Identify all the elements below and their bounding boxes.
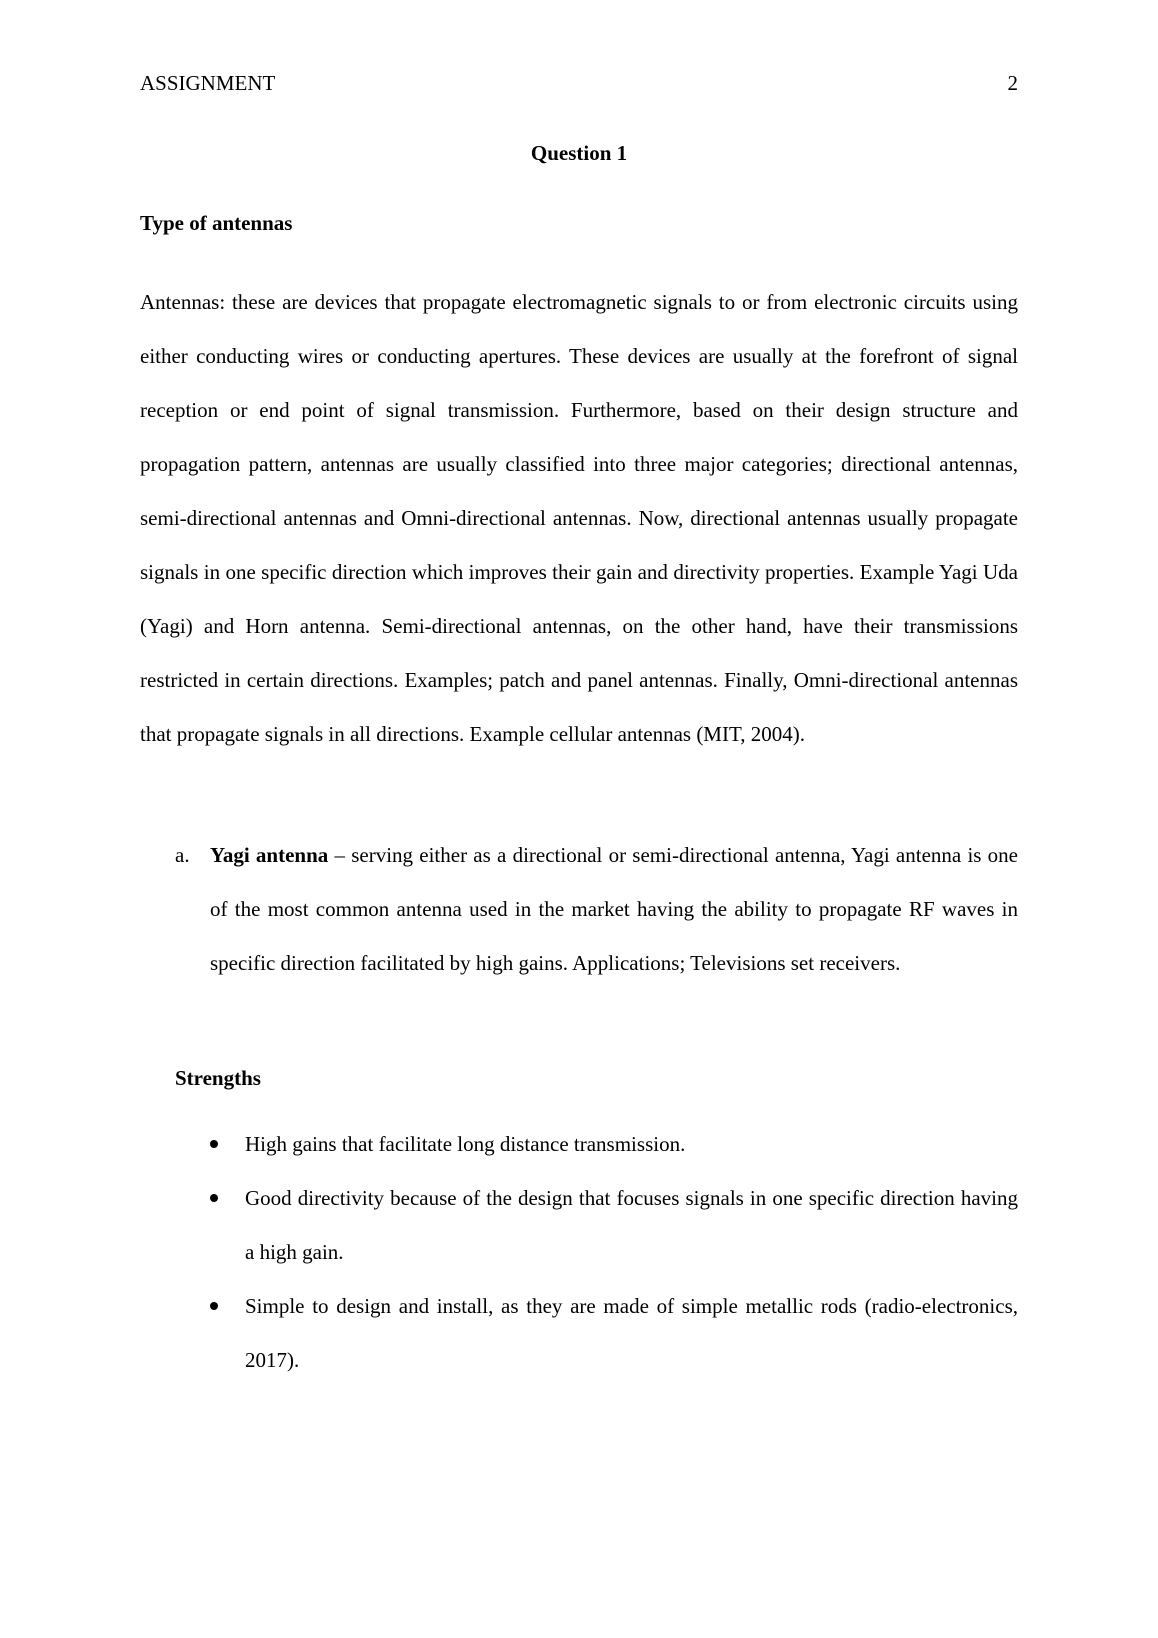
list-marker: a. bbox=[175, 843, 190, 867]
running-head: ASSIGNMENT bbox=[140, 71, 276, 95]
page-number: 2 bbox=[1007, 71, 1018, 95]
list-item-text: – serving either as a directional or semi-directional antenna, Yagi antenna is one of the most common antenna used in the market having the ability to propagate RF waves in specific direction facilitated by high gains. Applications; Televisions set receivers. bbox=[210, 843, 1018, 975]
section-heading: Type of antennas bbox=[140, 211, 293, 235]
bullet-icon bbox=[210, 1140, 218, 1148]
bullet-icon bbox=[210, 1302, 218, 1310]
list-item-term: Yagi antenna bbox=[210, 843, 329, 867]
list-item bbox=[140, 1117, 1018, 1171]
intro-paragraph: Antennas: these are devices that propagate electromagnetic signals to or from electronic circuits using either conducting wires or conducting apertures. These devices are usually at the forefront of signal reception or end point of signal transmission. Furthermore, based on their design structure and propagation pattern, antennas are usually classified into three major categories; directional antennas, semi-directional antennas and Omni-directional antennas. Now, directional antennas usually propagate signals in one specific direction which improves their gain and directivity properties. Example Yagi Uda (Yagi) and Horn antenna. Semi-directional antennas, on the other hand, have their transmissions restricted in certain directions. Examples; patch and panel antennas. Finally, Omni-directional antennas that propagate signals in all directions. Example cellular antennas (MIT, 2004). bbox=[140, 290, 1018, 746]
question-title: Question 1 bbox=[530, 141, 628, 165]
list-item bbox=[140, 1279, 1018, 1387]
strengths-heading: Strengths bbox=[175, 1066, 261, 1090]
strengths-list bbox=[140, 1117, 1018, 1387]
bullet-icon bbox=[210, 1194, 218, 1202]
list-item-a bbox=[140, 828, 1018, 990]
list-item-body bbox=[210, 828, 1018, 990]
bullet-text: Simple to design and install, as they are made of simple metallic rods (radio-electronics, 2017). bbox=[245, 1294, 1018, 1372]
bullet-text: Good directivity because of the design that focuses signals in one specific direction having a high gain. bbox=[245, 1186, 1018, 1264]
bullet-text: High gains that facilitate long distance transmission. bbox=[245, 1132, 686, 1156]
list-item bbox=[140, 1171, 1018, 1279]
